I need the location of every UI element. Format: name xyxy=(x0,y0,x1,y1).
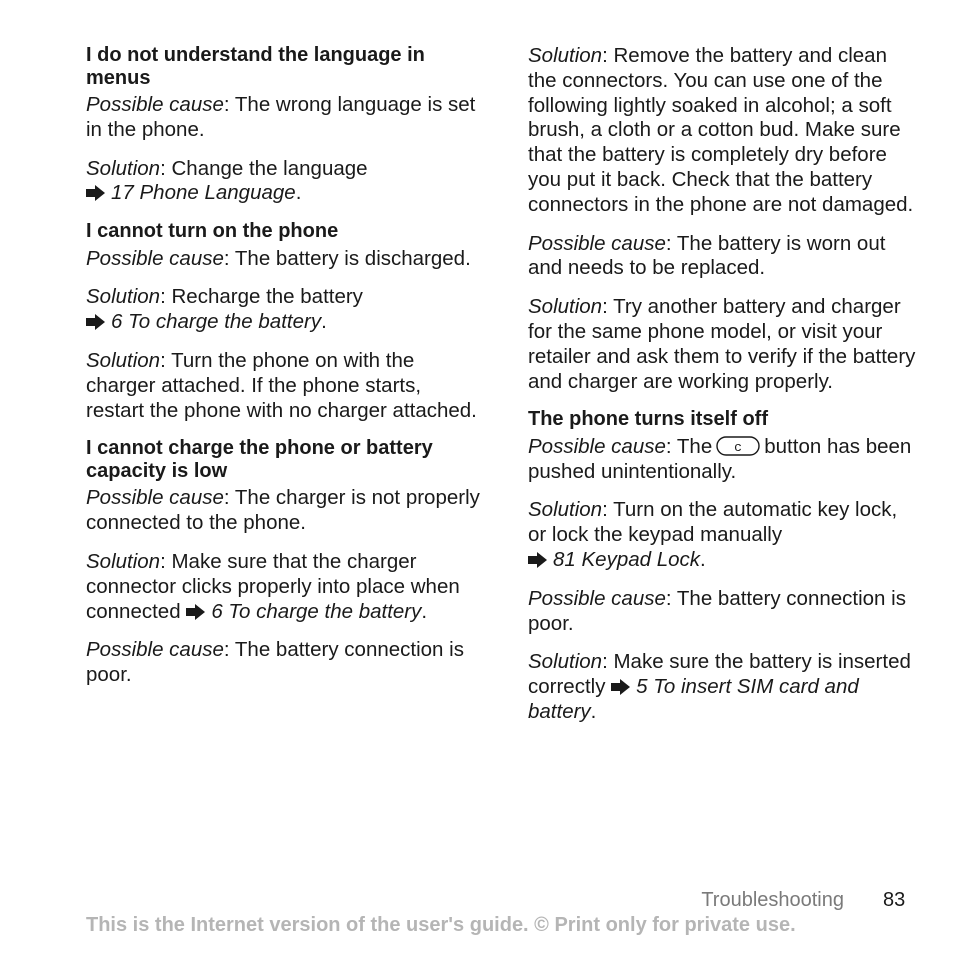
possible-cause-paragraph xyxy=(86,486,481,536)
solution-label: Solution xyxy=(86,349,161,373)
paragraph-text: : Recharge the battery xyxy=(160,285,363,309)
solution-paragraph xyxy=(528,295,920,394)
possible-cause-paragraph xyxy=(86,247,481,272)
left-column xyxy=(86,44,481,702)
paragraph-text: : Remove the battery and clean the connectors. You can use one of the following lightly soaked in alcohol; a soft brush, a cloth or a cotton bud. Make sure that the battery is completely dry before you put it back. Check that the battery connectors in the phone are not damaged. xyxy=(528,44,914,216)
paragraph-text: : The battery connection is poor. xyxy=(528,586,906,635)
paragraph-text: : Try another battery and charger for the same phone model, or visit your retailer and ask them to verify if the battery and charger are working properly. xyxy=(528,295,916,393)
solution-paragraph xyxy=(86,349,481,423)
solution-label: Solution xyxy=(86,550,161,574)
possible-cause-label: Possible cause xyxy=(528,434,666,458)
possible-cause-paragraph xyxy=(86,638,481,688)
section-turns-off xyxy=(528,408,920,724)
solution-label: Solution xyxy=(528,295,603,319)
cross-reference-link[interactable] xyxy=(528,548,700,571)
paragraph-text: : The battery is discharged. xyxy=(223,246,471,270)
solution-paragraph xyxy=(528,498,920,572)
section-heading: I cannot charge the phone or battery capacity is low xyxy=(86,437,433,482)
paragraph-text: : The wrong language is set in the phone. xyxy=(86,93,476,141)
solution-label: Solution xyxy=(86,156,161,180)
possible-cause-paragraph xyxy=(528,232,920,282)
paragraph-text: : The battery is worn out and needs to be replaced. xyxy=(528,231,886,280)
reference-text: 5 To insert SIM card and battery xyxy=(528,675,859,724)
paragraph-text: : Turn the phone on with the charger attached. If the phone starts, restart the phone with no charger attached. xyxy=(86,349,477,422)
clear-key-icon xyxy=(716,435,760,457)
solution-paragraph xyxy=(528,650,920,724)
possible-cause-paragraph xyxy=(86,93,481,143)
cross-reference-link[interactable] xyxy=(186,600,421,623)
paragraph-text: : The charger is not properly connected to the phone. xyxy=(86,486,480,535)
section-charge xyxy=(86,437,481,688)
right-arrow-icon xyxy=(528,552,548,568)
reference-suffix: . xyxy=(590,700,597,724)
reference-suffix: . xyxy=(700,548,706,572)
right-arrow-icon xyxy=(86,314,106,330)
paragraph-text: : Make sure the battery is inserted correctly xyxy=(528,650,911,699)
reference-text: 6 To charge the battery xyxy=(111,310,322,334)
footer-section-name: Troubleshooting xyxy=(701,889,844,911)
section-heading: I do not understand the language in menus xyxy=(86,44,425,89)
reference-suffix: . xyxy=(321,310,327,334)
right-column xyxy=(528,44,920,739)
reference-suffix: . xyxy=(421,599,428,623)
possible-cause-paragraph xyxy=(528,435,920,485)
footer-copyright-note: This is the Internet version of the user's guide. © Print only for private use. xyxy=(86,914,796,936)
cross-reference-link[interactable] xyxy=(86,310,321,333)
clear-key-label: c xyxy=(734,439,743,455)
section-turn-on xyxy=(86,220,481,423)
right-arrow-icon xyxy=(86,185,106,201)
page-number: 83 xyxy=(883,889,906,911)
possible-cause-label: Possible cause xyxy=(86,486,224,510)
possible-cause-label: Possible cause xyxy=(86,638,224,662)
section-language xyxy=(86,44,481,206)
solution-label: Solution xyxy=(528,498,603,522)
paragraph-text: : Make sure that the charger connector clicks properly into place when connected xyxy=(86,550,460,623)
possible-cause-label: Possible cause xyxy=(86,93,224,116)
possible-cause-paragraph xyxy=(528,587,920,637)
paragraph-text: : The xyxy=(665,434,713,458)
solution-paragraph xyxy=(86,157,481,207)
solution-paragraph xyxy=(86,550,481,624)
paragraph-text: : Change the language xyxy=(160,156,368,180)
section-heading: The phone turns itself off xyxy=(528,408,768,431)
reference-suffix: . xyxy=(295,181,302,205)
solution-paragraph xyxy=(86,285,481,335)
right-arrow-icon xyxy=(186,604,206,620)
solution-paragraph xyxy=(528,44,920,218)
paragraph-text: : The battery connection is poor. xyxy=(86,638,464,687)
solution-label: Solution xyxy=(528,650,603,674)
solution-label: Solution xyxy=(86,285,161,309)
section-charge-continued xyxy=(528,44,920,394)
possible-cause-label: Possible cause xyxy=(86,246,224,270)
reference-text: 81 Keypad Lock xyxy=(553,548,701,572)
possible-cause-label: Possible cause xyxy=(528,231,666,255)
reference-text: 17 Phone Language xyxy=(111,181,296,205)
section-heading: I cannot turn on the phone xyxy=(86,220,339,243)
solution-label: Solution xyxy=(528,44,603,67)
paragraph-text: : Turn on the automatic key lock, or lock the keypad manually xyxy=(528,498,898,547)
cross-reference-link[interactable] xyxy=(86,181,296,204)
right-arrow-icon xyxy=(611,679,631,695)
possible-cause-label: Possible cause xyxy=(528,586,666,610)
paragraph-text: button has been pushed unintentionally. xyxy=(528,434,912,483)
reference-text: 6 To charge the battery xyxy=(211,599,422,623)
